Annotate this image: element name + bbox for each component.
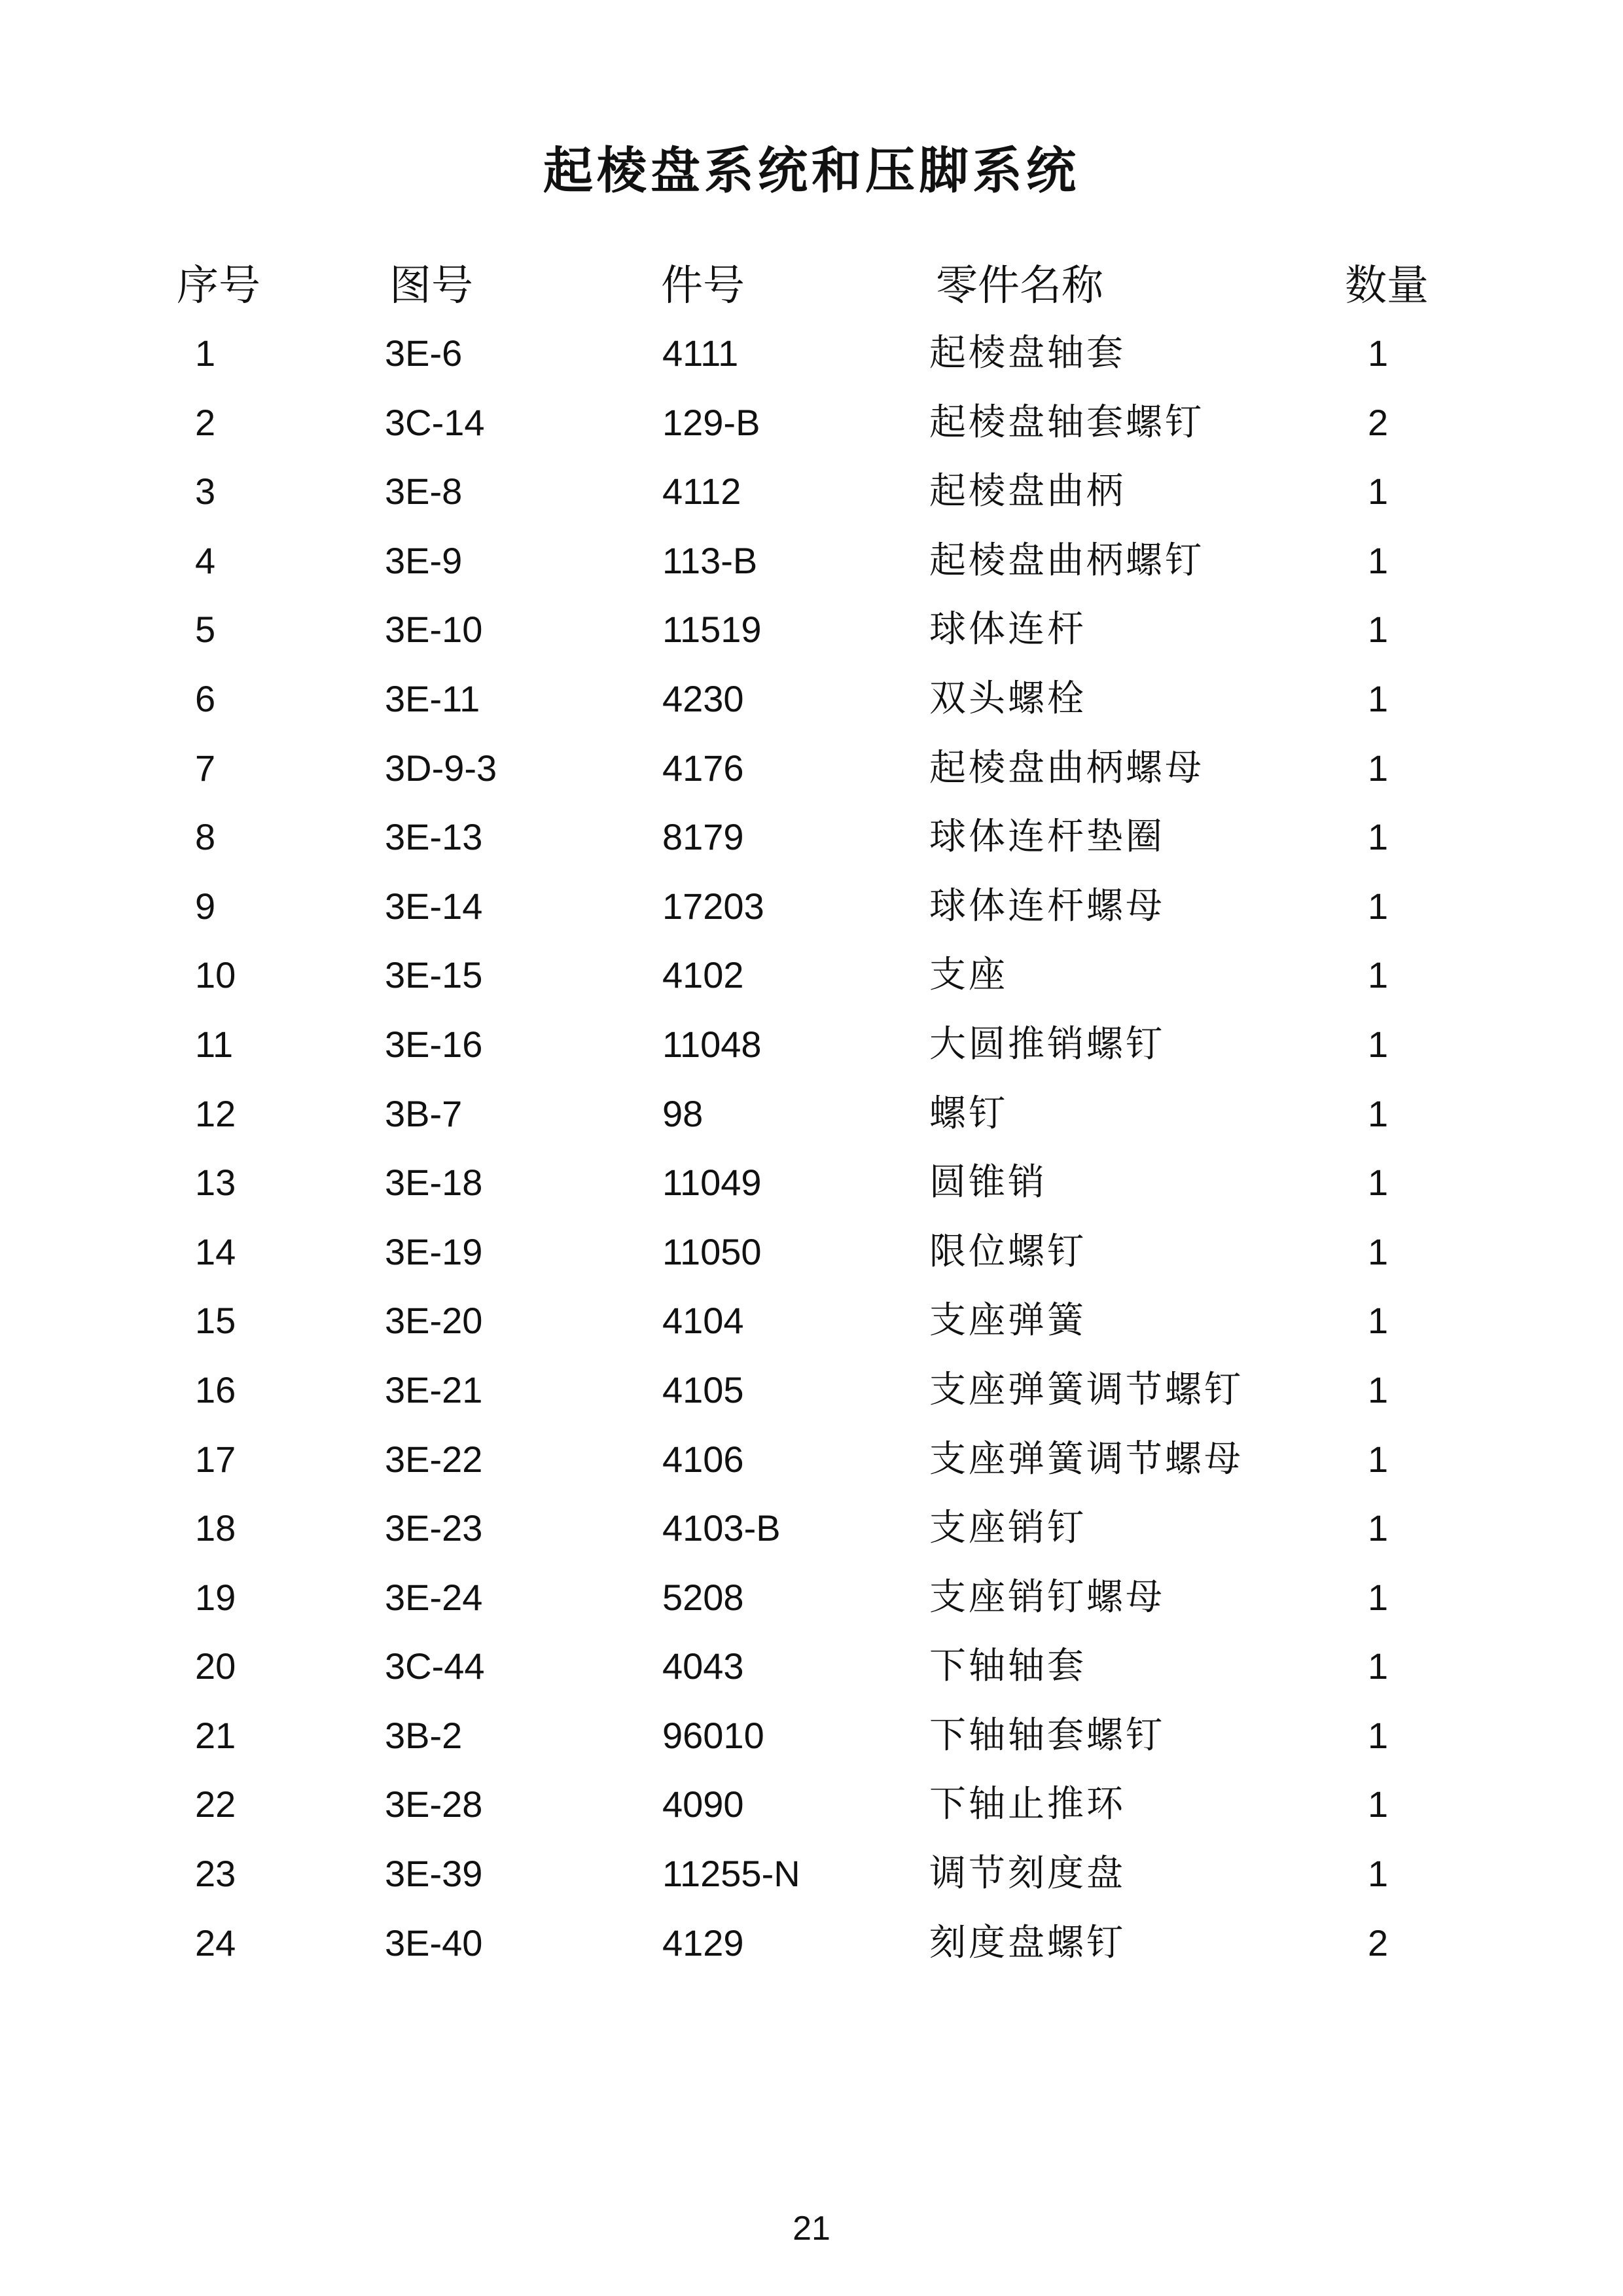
cell-part-name: 支座销钉 bbox=[929, 1507, 1086, 1550]
cell-quantity: 1 bbox=[1368, 1714, 1389, 1756]
cell-index: 11 bbox=[195, 1023, 234, 1065]
col-header-quantity: 数量 bbox=[1345, 262, 1429, 310]
cell-quantity: 1 bbox=[1368, 1784, 1389, 1825]
cell-part-number: 98 bbox=[662, 1092, 704, 1134]
table-row bbox=[0, 1433, 1623, 1503]
cell-part-name: 双头螺栓 bbox=[929, 677, 1086, 720]
cell-figure: 3E-8 bbox=[385, 471, 463, 512]
cell-index: 8 bbox=[195, 816, 216, 858]
cell-figure: 3E-28 bbox=[385, 1784, 483, 1825]
cell-figure: 3E-20 bbox=[385, 1300, 483, 1342]
cell-quantity: 1 bbox=[1368, 1853, 1389, 1895]
page-title: 起棱盘系统和压脚系统 bbox=[543, 141, 1080, 200]
cell-part-name: 调节刻度盘 bbox=[929, 1852, 1126, 1895]
cell-part-name: 起棱盘曲柄螺钉 bbox=[929, 539, 1204, 582]
cell-quantity: 1 bbox=[1368, 539, 1389, 581]
cell-part-name: 限位螺钉 bbox=[929, 1230, 1086, 1273]
cell-quantity: 1 bbox=[1368, 954, 1389, 996]
cell-figure: 3E-11 bbox=[385, 677, 480, 719]
cell-part-name: 起棱盘轴套螺钉 bbox=[929, 401, 1204, 444]
cell-part-name: 螺钉 bbox=[929, 1092, 1008, 1135]
table-row bbox=[0, 811, 1623, 880]
col-header-figure: 图号 bbox=[389, 262, 473, 310]
table-row bbox=[0, 1295, 1623, 1364]
table-row bbox=[0, 397, 1623, 466]
table-header bbox=[0, 252, 1623, 311]
cell-figure: 3B-2 bbox=[385, 1714, 463, 1756]
cell-part-name: 球体连杆 bbox=[929, 608, 1086, 651]
cell-index: 22 bbox=[195, 1784, 236, 1825]
table-row bbox=[0, 742, 1623, 812]
cell-index: 20 bbox=[195, 1645, 236, 1687]
cell-part-name: 下轴轴套螺钉 bbox=[929, 1713, 1165, 1757]
cell-part-number: 4104 bbox=[662, 1300, 744, 1342]
col-header-part-name: 零件名称 bbox=[936, 262, 1103, 310]
cell-part-number: 4106 bbox=[662, 1438, 744, 1480]
table-row bbox=[0, 603, 1623, 673]
table-row bbox=[0, 880, 1623, 950]
cell-part-name: 下轴轴套 bbox=[929, 1645, 1086, 1688]
cell-index: 24 bbox=[195, 1922, 236, 1964]
cell-part-number: 4129 bbox=[662, 1922, 744, 1964]
cell-figure: 3E-39 bbox=[385, 1853, 483, 1895]
cell-figure: 3E-18 bbox=[385, 1162, 483, 1204]
table-row bbox=[0, 465, 1623, 535]
col-header-index: 序号 bbox=[177, 262, 260, 310]
cell-part-number: 96010 bbox=[662, 1714, 764, 1756]
cell-part-number: 4111 bbox=[662, 332, 739, 374]
cell-part-number: 4090 bbox=[662, 1784, 744, 1825]
cell-figure: 3E-24 bbox=[385, 1576, 483, 1618]
cell-part-name: 大圆推销螺钉 bbox=[929, 1022, 1165, 1066]
cell-quantity: 1 bbox=[1368, 885, 1389, 927]
cell-quantity: 1 bbox=[1368, 677, 1389, 719]
cell-figure: 3E-14 bbox=[385, 885, 483, 927]
cell-part-number: 4176 bbox=[662, 747, 744, 789]
cell-index: 15 bbox=[195, 1300, 236, 1342]
col-header-part-number: 件号 bbox=[661, 262, 745, 310]
cell-quantity: 1 bbox=[1368, 1230, 1389, 1272]
cell-figure: 3E-10 bbox=[385, 609, 483, 651]
cell-figure: 3E-22 bbox=[385, 1438, 483, 1480]
cell-part-number: 17203 bbox=[662, 885, 764, 927]
cell-index: 3 bbox=[195, 471, 216, 512]
cell-part-name: 支座弹簧调节螺母 bbox=[929, 1437, 1243, 1480]
cell-part-number: 129-B bbox=[662, 401, 760, 443]
cell-index: 23 bbox=[195, 1853, 236, 1895]
cell-figure: 3E-9 bbox=[385, 539, 463, 581]
table-row bbox=[0, 1778, 1623, 1848]
table-row bbox=[0, 673, 1623, 742]
cell-part-number: 11519 bbox=[662, 609, 762, 651]
cell-quantity: 1 bbox=[1368, 1023, 1389, 1065]
cell-index: 4 bbox=[195, 539, 216, 581]
cell-figure: 3E-13 bbox=[385, 816, 483, 858]
cell-figure: 3E-40 bbox=[385, 1922, 483, 1964]
table-row bbox=[0, 327, 1623, 397]
cell-quantity: 1 bbox=[1368, 1092, 1389, 1134]
table-row bbox=[0, 1088, 1623, 1157]
cell-index: 18 bbox=[195, 1507, 236, 1549]
table-row bbox=[0, 1917, 1623, 1986]
cell-index: 17 bbox=[195, 1438, 236, 1480]
cell-part-number: 4043 bbox=[662, 1645, 744, 1687]
parts-table bbox=[0, 327, 1623, 1986]
cell-part-name: 圆锥销 bbox=[929, 1161, 1047, 1204]
table-row bbox=[0, 1364, 1623, 1433]
table-row bbox=[0, 1226, 1623, 1295]
cell-part-number: 4102 bbox=[662, 954, 744, 996]
table-row bbox=[0, 535, 1623, 604]
cell-part-number: 113-B bbox=[662, 539, 758, 581]
cell-part-number: 11049 bbox=[662, 1162, 762, 1204]
table-row bbox=[0, 1710, 1623, 1779]
cell-part-number: 11050 bbox=[662, 1230, 762, 1272]
cell-index: 16 bbox=[195, 1369, 236, 1410]
cell-part-number: 4230 bbox=[662, 677, 744, 719]
cell-quantity: 1 bbox=[1368, 747, 1389, 789]
cell-index: 14 bbox=[195, 1230, 236, 1272]
table-row bbox=[0, 1502, 1623, 1571]
cell-figure: 3B-7 bbox=[385, 1092, 463, 1134]
cell-part-name: 支座弹簧调节螺钉 bbox=[929, 1368, 1243, 1411]
cell-quantity: 1 bbox=[1368, 1162, 1389, 1204]
cell-part-name: 球体连杆螺母 bbox=[929, 884, 1165, 927]
cell-figure: 3E-23 bbox=[385, 1507, 483, 1549]
cell-part-number: 8179 bbox=[662, 816, 744, 858]
cell-index: 1 bbox=[195, 332, 216, 374]
cell-figure: 3E-21 bbox=[385, 1369, 483, 1410]
cell-quantity: 1 bbox=[1368, 332, 1389, 374]
cell-quantity: 1 bbox=[1368, 1507, 1389, 1549]
table-row bbox=[0, 1848, 1623, 1917]
cell-part-name: 起棱盘曲柄 bbox=[929, 470, 1126, 513]
cell-quantity: 1 bbox=[1368, 1438, 1389, 1480]
cell-quantity: 1 bbox=[1368, 1300, 1389, 1342]
cell-part-number: 11048 bbox=[662, 1023, 762, 1065]
table-row bbox=[0, 949, 1623, 1018]
cell-quantity: 1 bbox=[1368, 471, 1389, 512]
cell-figure: 3C-14 bbox=[385, 401, 485, 443]
cell-quantity: 1 bbox=[1368, 609, 1389, 651]
cell-part-number: 4103-B bbox=[662, 1507, 781, 1549]
cell-part-name: 支座销钉螺母 bbox=[929, 1575, 1165, 1619]
cell-part-name: 球体连杆垫圈 bbox=[929, 816, 1165, 859]
cell-quantity: 1 bbox=[1368, 1645, 1389, 1687]
cell-figure: 3E-6 bbox=[385, 332, 463, 374]
table-row bbox=[0, 1018, 1623, 1088]
cell-part-name: 刻度盘螺钉 bbox=[929, 1921, 1126, 1964]
cell-index: 2 bbox=[195, 401, 216, 443]
cell-part-number: 4105 bbox=[662, 1369, 744, 1410]
cell-index: 21 bbox=[195, 1714, 236, 1756]
cell-part-name: 支座 bbox=[929, 954, 1008, 997]
cell-index: 19 bbox=[195, 1576, 236, 1618]
cell-part-number: 11255-N bbox=[662, 1853, 800, 1895]
cell-figure: 3E-16 bbox=[385, 1023, 483, 1065]
cell-index: 6 bbox=[195, 677, 216, 719]
cell-index: 7 bbox=[195, 747, 216, 789]
cell-figure: 3D-9-3 bbox=[385, 747, 497, 789]
table-row bbox=[0, 1571, 1623, 1641]
cell-index: 10 bbox=[195, 954, 236, 996]
cell-part-name: 下轴止推环 bbox=[929, 1783, 1126, 1826]
cell-figure: 3C-44 bbox=[385, 1645, 485, 1687]
cell-index: 5 bbox=[195, 609, 216, 651]
table-row bbox=[0, 1640, 1623, 1710]
cell-quantity: 2 bbox=[1368, 1922, 1389, 1964]
cell-quantity: 1 bbox=[1368, 816, 1389, 858]
cell-figure: 3E-15 bbox=[385, 954, 483, 996]
cell-figure: 3E-19 bbox=[385, 1230, 483, 1272]
cell-quantity: 2 bbox=[1368, 401, 1389, 443]
cell-part-number: 4112 bbox=[662, 471, 741, 512]
table-row bbox=[0, 1157, 1623, 1226]
cell-quantity: 1 bbox=[1368, 1576, 1389, 1618]
cell-index: 13 bbox=[195, 1162, 236, 1204]
cell-quantity: 1 bbox=[1368, 1369, 1389, 1410]
cell-index: 12 bbox=[195, 1092, 236, 1134]
cell-part-name: 支座弹簧 bbox=[929, 1299, 1086, 1342]
cell-part-name: 起棱盘轴套 bbox=[929, 332, 1126, 374]
page-number: 21 bbox=[793, 2210, 830, 2248]
cell-index: 9 bbox=[195, 885, 216, 927]
cell-part-number: 5208 bbox=[662, 1576, 744, 1618]
cell-part-name: 起棱盘曲柄螺母 bbox=[929, 746, 1204, 789]
